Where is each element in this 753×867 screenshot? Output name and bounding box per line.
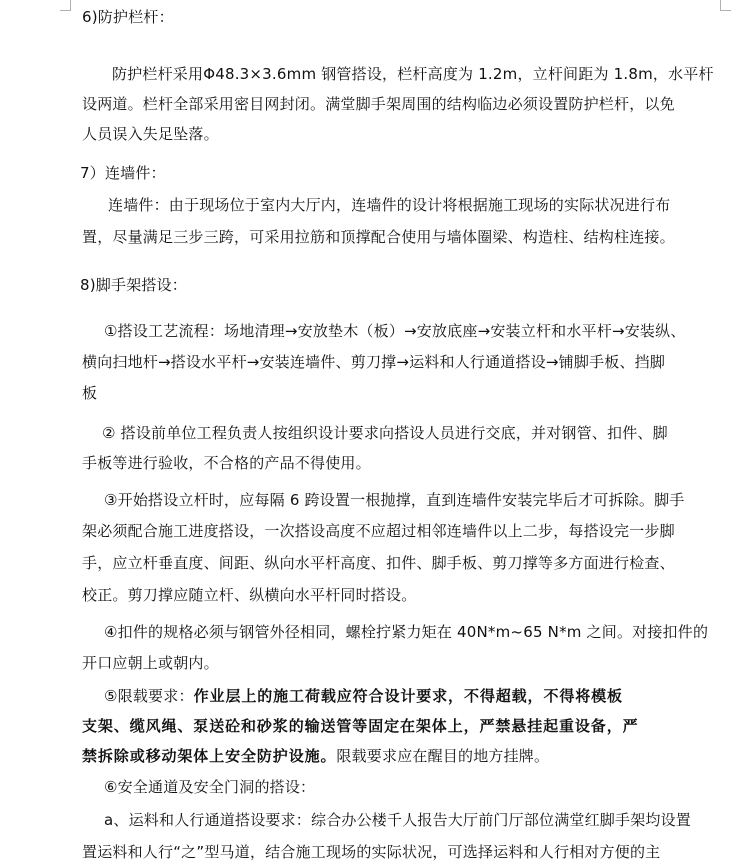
item-5-bold-1: 作业层上的施工荷载应符合设计要求，不得超载，不得将模板 — [193, 687, 623, 705]
heading-scaffold-erection: 8)脚手架搭设： — [80, 276, 187, 294]
item-1-line-1: ①搭设工艺流程：场地清理→安放垫木（板）→安放底座→安装立杆和水平杆→安装纵、 — [104, 322, 686, 340]
guardrail-para-line-3: 人员误入失足坠落。 — [82, 125, 219, 143]
item-5-line-3 — [82, 746, 549, 766]
item-3-line-1: ③开始搭设立杆时，应每隔 6 跨设置一根抛撑，直到连墙件安装完毕后才可拆除。脚手 — [104, 491, 685, 509]
item-5-tail: 限载要求应在醒目的地方挂牌。 — [336, 747, 550, 765]
wall-ties-para-line-2: 置，尽量满足三步三跨，可采用拉筋和顶撑配合使用与墙体圈梁、构造柱、结构柱连接。 — [82, 228, 675, 246]
item-2-line-2: 手板等进行验收，不合格的产品不得使用。 — [82, 454, 371, 472]
item-3-line-2: 架必须配合施工进度搭设，一次搭设高度不应超过相邻连墙件以上二步，每搭设完一步脚 — [82, 522, 675, 540]
item-5-bold-3: 禁拆除或移动架体上安全防护设施。 — [82, 747, 337, 765]
wall-ties-para-line-1: 连墙件：由于现场位于室内大厅内，连墙件的设计将根据施工现场的实际状况进行布 — [108, 196, 671, 214]
item-6a-line-2: 置运料和人行“之”型马道，结合施工现场的实际状况，可选择运料和人行相对方便的主 — [82, 843, 661, 861]
page-corner-mark-left — [60, 0, 71, 11]
item-5-line-1 — [104, 686, 623, 706]
item-4-line-2: 开口应朝上或朝内。 — [82, 654, 219, 672]
item-5-lead: ⑤限载要求： — [104, 687, 194, 705]
guardrail-para-line-1: 防护栏杆采用Φ48.3×3.6mm 钢管搭设，栏杆高度为 1.2m，立杆间距为 1.8m，水平杆 — [112, 65, 714, 83]
item-5-line-2: 支架、缆风绳、泵送砼和砂浆的输送管等固定在架体上，严禁悬挂起重设备，严 — [82, 717, 639, 735]
item-3-line-3: 手，应立杆垂直度、间距、纵向水平杆高度、扣件、脚手板、剪刀撑等多方面进行检查、 — [82, 554, 675, 572]
item-6a-line-1: a、运料和人行通道搭设要求：综合办公楼千人报告大厅前门厅部位满堂红脚手架均设置 — [104, 811, 691, 829]
item-1-line-3: 板 — [82, 384, 98, 402]
item-6-heading: ⑥安全通道及安全门洞的搭设： — [104, 778, 316, 796]
heading-wall-ties: 7）连墙件： — [80, 164, 166, 182]
item-4-line-1: ④扣件的规格必须与钢管外径相同，螺栓拧紧力矩在 40N*m~65 N*m 之间。对接扣件的 — [104, 623, 709, 641]
item-3-line-4: 校正。剪刀撑应随立杆、纵横向水平杆同时搭设。 — [82, 586, 417, 604]
item-2-line-1: ② 搭设前单位工程负责人按组织设计要求向搭设人员进行交底，并对钢管、扣件、脚 — [102, 424, 668, 442]
item-1-line-2: 横向扫地杆→搭设水平杆→安装连墙件、剪刀撑→运料和人行通道搭设→铺脚手板、挡脚 — [82, 353, 666, 371]
page-corner-mark-right — [720, 0, 731, 11]
guardrail-para-line-2: 设两道。栏杆全部采用密目网封闭。满堂脚手架周围的结构临边必须设置防护栏杆，以免 — [82, 95, 675, 113]
heading-guardrail: 6)防护栏杆： — [82, 8, 174, 26]
